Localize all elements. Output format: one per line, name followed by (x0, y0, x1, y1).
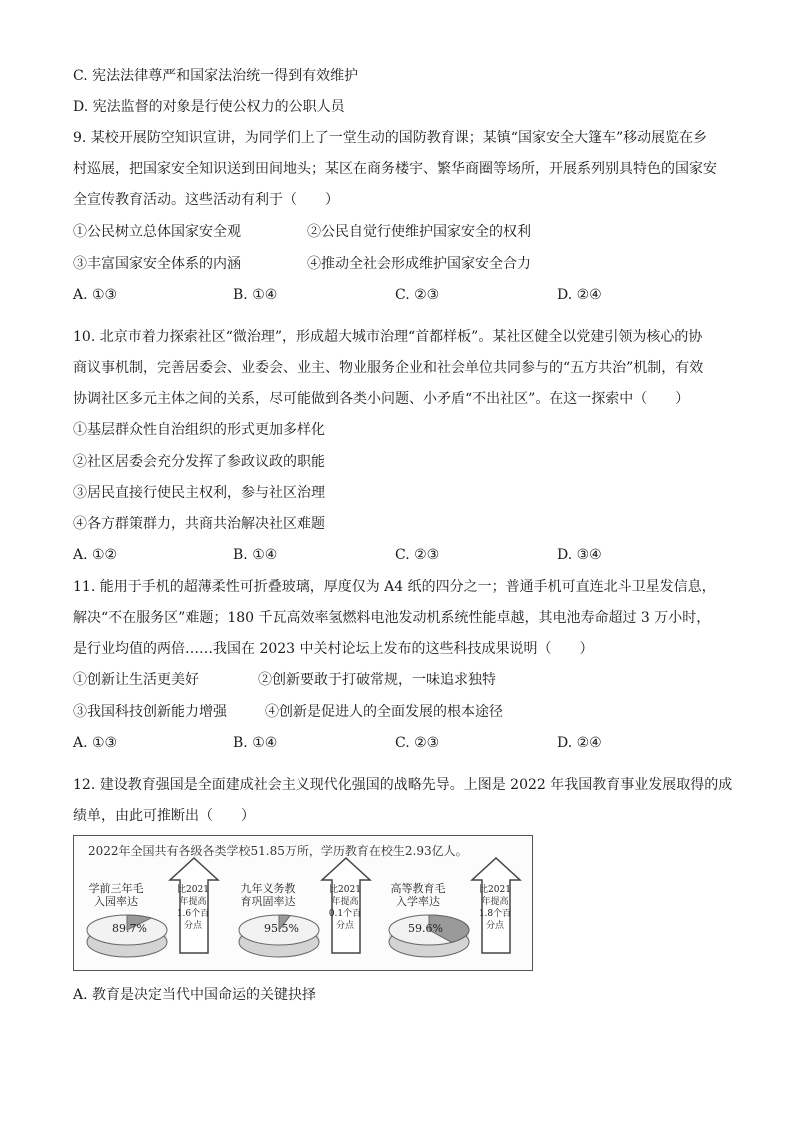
q9-choice-b: B. ①④ (233, 287, 278, 303)
q11-choice-d: D. ②④ (557, 735, 602, 751)
q12-stem-line1: 12. 建设教育强国是全面建成社会主义现代化强国的战略先导。上图是 2022 年我国教育事业发展取得的成 (73, 777, 733, 793)
q9-item-1: ①公民树立总体国家安全观 (73, 224, 241, 240)
pie-chart-icon (384, 912, 474, 962)
q10-choice-c: C. ②③ (395, 547, 440, 563)
q10-choice-a: A. ①② (73, 547, 118, 563)
q12-choice-a: A. 教育是决定当代中国命运的关键抉择 (73, 987, 317, 1003)
q10-item-3: ③居民直接行使民主权利，参与社区治理 (73, 485, 325, 501)
q11-stem-line2: 解决“不在服务区”难题；180 千瓦高效率氢燃料电池发动机系统性能卓越，其电池寿命超过 3 万小时， (73, 610, 711, 626)
q11-stem-line3: 是行业均值的两倍……我国在 2023 中关村论坛上发布的这些科技成果说明（ ） (73, 641, 594, 657)
q9-stem-line3: 全宣传教育活动。这些活动有利于（ ） (73, 192, 339, 208)
figure-item-compulsory (234, 856, 384, 966)
item-label: 学前三年毛入园率达 (88, 882, 144, 908)
item-label: 九年义务教育巩固率达 (240, 882, 296, 908)
q9-item-4: ④推动全社会形成维护国家安全合力 (307, 256, 531, 272)
q11-item-1: ①创新让生活更美好 (73, 672, 199, 688)
q11-item-2: ②创新要敢于打破常规，一味追求独特 (258, 672, 496, 688)
pie-chart-icon (82, 912, 172, 962)
q11-item-3: ③我国科技创新能力增强 (73, 704, 227, 720)
q10-choice-d: D. ③④ (557, 547, 602, 563)
q10-stem-line1: 10. 北京市着力探索社区“微治理”，形成超大城市治理“首都样板”。某社区健全以党建引领为核心的协 (73, 329, 703, 345)
q10-item-1: ①基层群众性自治组织的形式更加多样化 (73, 422, 325, 438)
figure-item-preschool (82, 856, 232, 966)
q11-choice-b: B. ①④ (233, 735, 278, 751)
arrow-text: 比2021年提高1.8个百分点 (478, 885, 512, 931)
pie-value: 59.6% (408, 922, 443, 935)
q8-option-c: C. 宪法法律尊严和国家法治统一得到有效维护 (73, 68, 359, 84)
q10-stem-line2: 商议事机制，完善居委会、业委会、业主、物业服务企业和社会单位共同参与的“五方共治”机制，有效 (73, 360, 704, 376)
q10-item-2: ②社区居委会充分发挥了参政议政的职能 (73, 454, 325, 470)
q12-stem-line2: 绩单，由此可推断出（ ） (73, 808, 255, 824)
figure-title: 2022年全国共有各级各类学校51.85万所，学历教育在校生2.93亿人。 (88, 844, 468, 858)
education-achievement-figure (73, 835, 533, 971)
pie-value: 95.5% (264, 922, 299, 935)
q10-choice-b: B. ①④ (233, 547, 278, 563)
q9-choice-a: A. ①③ (73, 287, 118, 303)
q9-choice-d: D. ②④ (557, 287, 602, 303)
q9-item-2: ②公民自觉行使维护国家安全的权利 (307, 224, 531, 240)
arrow-text: 比2021年提高1.6个百分点 (176, 885, 210, 931)
pie-value: 89.7% (112, 922, 147, 935)
q10-item-4: ④各方群策群力，共商共治解决社区难题 (73, 516, 325, 532)
q9-stem-line1: 9. 某校开展防空知识宣讲，为同学们上了一堂生动的国防教育课；某镇“国家安全大篷车”移动展览在乡 (73, 130, 708, 146)
q8-option-d: D. 宪法监督的对象是行使公权力的公职人员 (73, 99, 345, 115)
q11-choice-a: A. ①③ (73, 735, 118, 751)
q11-item-4: ④创新是促进人的全面发展的根本途径 (265, 704, 503, 720)
item-label: 高等教育毛入学率达 (390, 882, 446, 908)
q9-stem-line2: 村巡展，把国家安全知识送到田间地头；某区在商务楼宇、繁华商圈等场所，开展系列别具特色的国家安 (73, 161, 717, 177)
pie-chart-icon (234, 912, 324, 962)
q9-item-3: ③丰富国家安全体系的内涵 (73, 256, 241, 272)
q9-choice-c: C. ②③ (395, 287, 440, 303)
q10-stem-line3: 协调社区多元主体之间的关系，尽可能做到各类小问题、小矛盾“不出社区”。在这一探索中（ ） (73, 391, 690, 407)
figure-item-higher (384, 856, 534, 966)
arrow-text: 比2021年提高0.1个百分点 (328, 885, 362, 931)
q11-choice-c: C. ②③ (395, 735, 440, 751)
q11-stem-line1: 11. 能用于手机的超薄柔性可折叠玻璃，厚度仅为 A4 纸的四分之一；普通手机可直连北斗卫星发信息， (73, 579, 716, 595)
